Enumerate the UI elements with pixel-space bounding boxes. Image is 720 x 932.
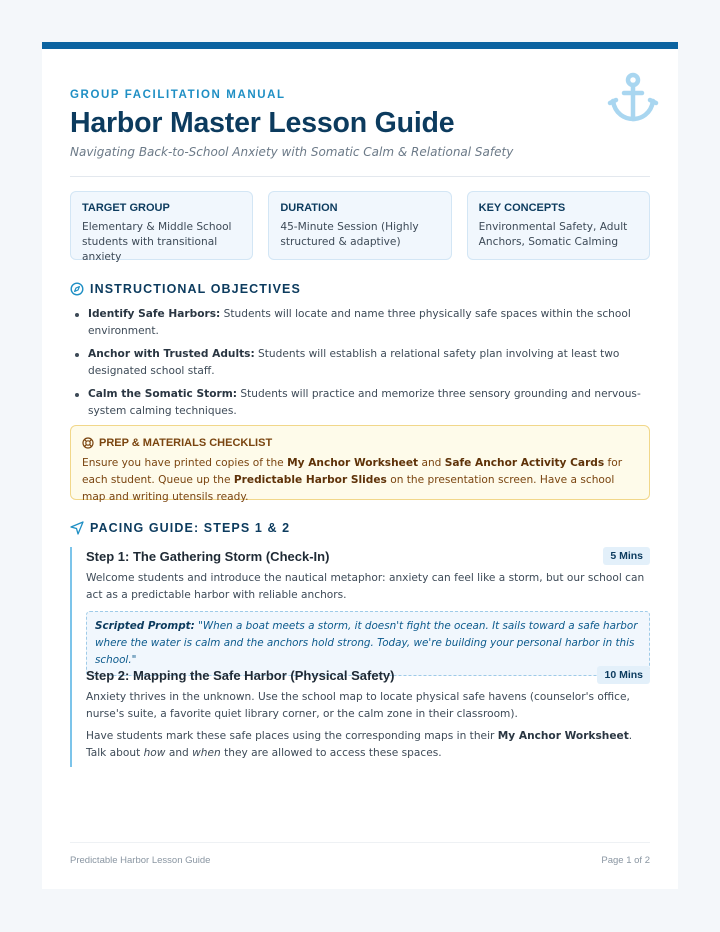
step-2 — [70, 666, 650, 767]
step-header — [86, 547, 650, 565]
step-description: Welcome students and introduce the nautical metaphor: anxiety can feel like a storm, but our school can act as a predictable harbor with reliable anchors. — [86, 572, 645, 601]
card-text: Environmental Safety, Adult Anchors, Somatic Calming — [478, 221, 628, 248]
page-number: Page 1 of 2 — [601, 855, 650, 866]
objectives-heading-text: INSTRUCTIONAL OBJECTIVES — [90, 282, 301, 296]
lifebuoy-icon — [82, 437, 94, 449]
footer-divider — [70, 842, 650, 843]
list-item — [70, 346, 650, 380]
objective-lead: Identify Safe Harbors: — [88, 308, 221, 320]
card-label: DURATION — [280, 202, 338, 214]
step-title: Step 1: The Gathering Storm (Check-In) — [86, 548, 330, 564]
step-description: Anxiety thrives in the unknown. Use the school map to locate physical safe havens (counselor's office, nurse's suite, a favorite quiet library corner, or the calm zone in their classroom). — [86, 691, 630, 720]
step-text-part: and — [165, 747, 193, 759]
card-label: TARGET GROUP — [82, 202, 170, 214]
prep-heading-text: PREP & MATERIALS CHECKLIST — [99, 437, 273, 449]
objective-text: Students will locate and name three physically safe spaces within the school environment. — [88, 308, 631, 337]
step-bold-worksheet: My Anchor Worksheet — [497, 730, 629, 742]
compass-icon — [70, 282, 84, 296]
page-subtitle: Navigating Back-to-School Anxiety with Somatic Calm & Relational Safety — [70, 145, 514, 159]
objectives-heading — [70, 282, 301, 296]
key-concepts-card — [467, 191, 650, 260]
step-1 — [70, 547, 650, 676]
prompt-text: "When a boat meets a storm, it doesn't fight the ocean. It sails toward a safe harbor where the water is calm and the anchors hold strong. Today, we're building your personal harbor in this school." — [95, 620, 638, 666]
pacing-heading-text: PACING GUIDE: STEPS 1 & 2 — [90, 521, 291, 535]
step-text-part: they are allowed to access these spaces. — [220, 747, 442, 759]
prep-bold-cards: Safe Anchor Activity Cards — [444, 457, 605, 469]
prep-bold-slides: Predictable Harbor Slides — [233, 474, 387, 486]
card-label: KEY CONCEPTS — [478, 202, 566, 214]
step-italic-when: when — [192, 747, 221, 759]
step-header — [86, 666, 650, 684]
prep-bold-worksheet: My Anchor Worksheet — [287, 457, 419, 469]
navigation-icon — [70, 521, 84, 535]
card-text: 45-Minute Session (Highly structured & adaptive) — [280, 221, 419, 248]
objective-lead: Calm the Somatic Storm: — [88, 388, 237, 400]
pacing-heading — [70, 521, 290, 535]
prep-text-part: and — [418, 457, 445, 469]
step-title: Step 2: Mapping the Safe Harbor (Physical Safety) — [86, 667, 395, 683]
prep-text-part: for each student. Queue up the — [82, 457, 623, 486]
document-page — [42, 42, 678, 889]
anchor-icon — [606, 71, 660, 125]
prep-text-part: Ensure you have printed copies of the — [82, 457, 288, 469]
page-footer — [70, 855, 650, 866]
target-group-card — [70, 191, 253, 263]
step-text-part: Have students mark these safe places using the corresponding maps in their — [86, 730, 498, 742]
page-title: Harbor Master Lesson Guide — [70, 107, 455, 139]
card-text: Elementary & Middle School students with transitional anxiety — [82, 221, 232, 263]
step-italic-how: how — [143, 747, 166, 759]
objective-text: Students will practice and memorize three sensory grounding and nervous-system calming techniques. — [88, 388, 641, 417]
duration-badge: 10 Mins — [597, 666, 650, 684]
step-description — [86, 728, 650, 762]
objective-text: Students will establish a relational safety plan involving at least two designated school staff. — [88, 348, 620, 377]
objectives-list — [70, 306, 650, 426]
footer-title: Predictable Harbor Lesson Guide — [70, 855, 211, 866]
prep-text-part: on the presentation screen. Have a school map and writing utensils ready. — [82, 474, 615, 503]
list-item — [70, 386, 650, 420]
prompt-label: Scripted Prompt: — [95, 620, 195, 632]
info-cards — [70, 191, 650, 263]
header-divider — [70, 176, 650, 177]
prep-text — [82, 455, 638, 506]
objective-lead: Anchor with Trusted Adults: — [88, 348, 255, 360]
step-text-part: . Talk about — [86, 730, 633, 759]
eyebrow-label: GROUP FACILITATION MANUAL — [70, 89, 286, 101]
duration-badge: 5 Mins — [603, 547, 650, 565]
prep-checklist-box — [70, 425, 650, 503]
duration-card — [268, 191, 451, 260]
list-item — [70, 306, 650, 340]
prep-heading — [82, 437, 638, 449]
